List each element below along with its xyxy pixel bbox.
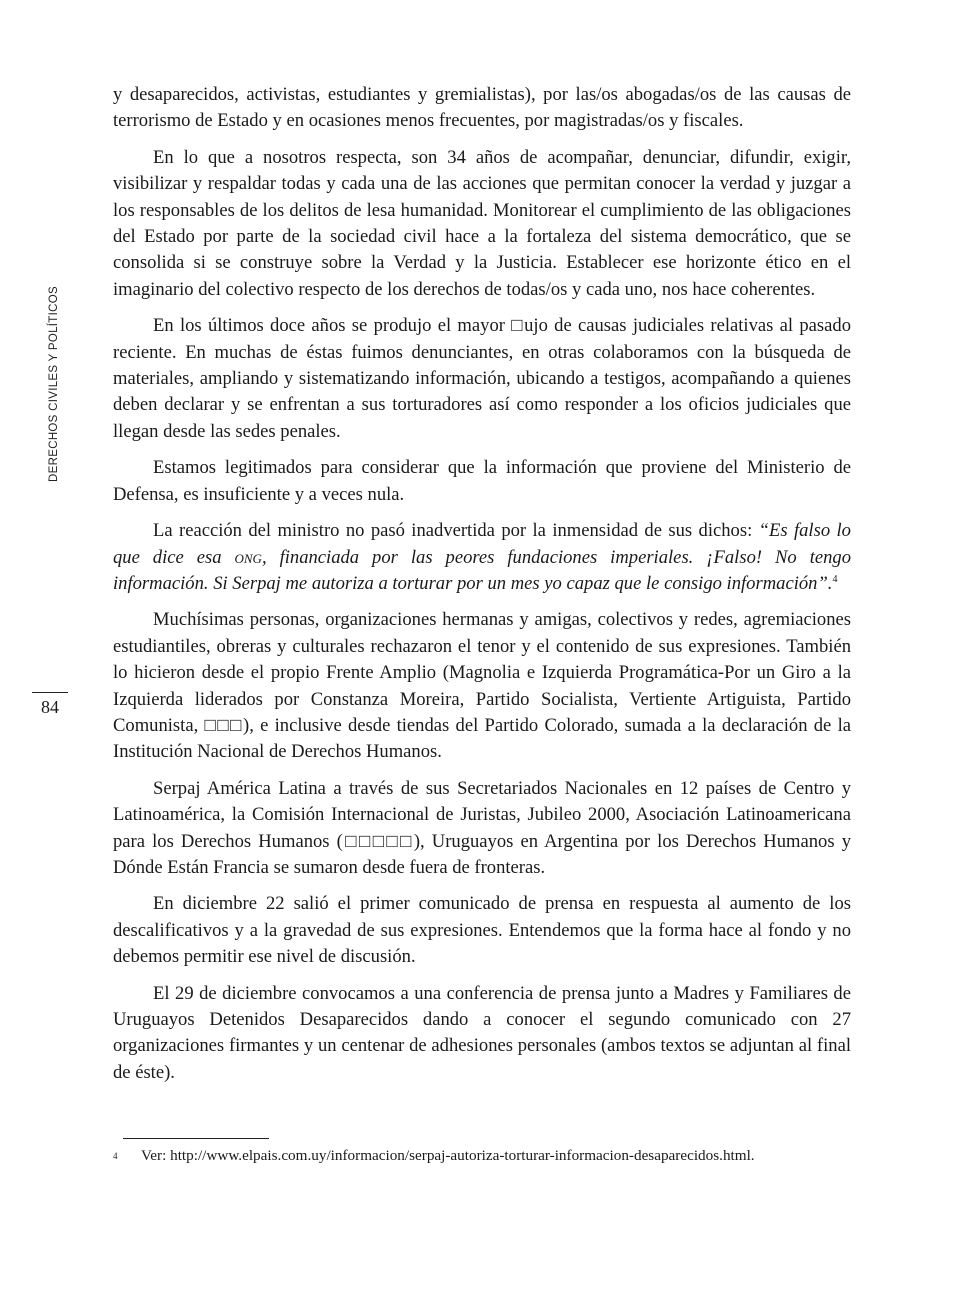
paragraph: En los últimos doce años se produjo el mayor □ujo de causas judiciales relativas al pasado reciente. En muchas de éstas fuimos denunciantes, en otras colaboramos con la búsqueda de materiales, ampliando y sistematizando información, ubicando a testigos, acompañando a quienes deben declarar y se enfrentan a sus torturadores así como responder a los oficios judiciales que llegan desde las sedes penales. xyxy=(113,315,851,442)
quote-part-a: “Es falso lo que dice esa xyxy=(113,520,851,568)
paragraph: Serpaj América Latina a través de sus Secretariados Nacionales en 12 países de Centro y Latinoamérica, la Comisión Internacional de Juristas, Jubileo 2000, Asociación Latinoamericana para los Derechos Humanos (□□□□□), Uruguayos en Argentina por los Derechos Humanos y Dónde Están Francia se sumaron desde fuera de fronteras. xyxy=(113,777,851,878)
quote-part-b: , financiada por las peores fundaciones imperiales. ¡Falso! No tengo información. Si Serpaj me autoriza a torturar por un mes yo capaz que le consigo información”. xyxy=(113,546,852,594)
running-header-text: DERECHOS CIVILES Y POLÍTICOS xyxy=(48,286,60,482)
page-number: 84 xyxy=(41,697,59,717)
footnote-rule xyxy=(123,1138,269,1139)
footnote-text[interactable]: Ver: http://www.elpais.com.uy/informacion/serpaj-autoriza-torturar-informacion-desaparecidos.html. xyxy=(141,1147,755,1164)
quote-acronym: ong xyxy=(234,546,262,568)
footnote-reference[interactable]: 4 xyxy=(832,573,838,585)
footnote xyxy=(113,1146,873,1166)
footnote-mark: 4 xyxy=(113,1151,118,1161)
paragraph: En lo que a nosotros respecta, son 34 años de acompañar, denunciar, difundir, exigir, visibilizar y respaldar todas y cada una de las acciones que permitan conocer la verdad y juzgar a los responsables de los delitos de lesa humanidad. Monitorear el cumplimiento de las obligaciones del Estado por parte de la sociedad civil hace a la fortaleza del sistema democrático, que se consolida si se construye sobre la Verdad y la Justicia. Establecer ese horizonte ético en el imaginario del colectivo respecto de los derechos de todas/os y cada uno, nos hace coherentes. xyxy=(113,146,851,300)
paragraph: El 29 de diciembre convocamos a una conferencia de prensa junto a Madres y Familiares de Uruguayos Detenidos Desaparecidos dando a conocer el segundo comunicado con 27 organizaciones firmantes y un centenar de adhesiones personales (ambos textos se adjuntan al final de éste). xyxy=(113,982,851,1083)
paragraph: En diciembre 22 salió el primer comunicado de prensa en respuesta al aumento de los descalificativos y a la gravedad de sus expresiones. Entendemos que la forma hace al fondo y no debemos permitir ese nivel de discusión. xyxy=(113,893,851,968)
paragraph: Estamos legitimados para considerar que la información que proviene del Ministerio de Defensa, es insuficiente y a veces nula. xyxy=(113,457,851,505)
paragraph: y desaparecidos, activistas, estudiantes y gremialistas), por las/os abogadas/os de las causas de terrorismo de Estado y en ocasiones menos frecuentes, por magistradas/os y fiscales. xyxy=(113,84,851,132)
quote-lead: La reacción del ministro no pasó inadvertida por la inmensidad de sus dichos: xyxy=(153,520,759,542)
body-text xyxy=(113,82,851,1096)
quote-paragraph xyxy=(113,518,851,597)
page-number-rule xyxy=(32,692,68,693)
paragraph: Muchísimas personas, organizaciones hermanas y amigas, colectivos y redes, agremiaciones estudiantiles, obreras y culturales rechazaron el tenor y el contenido de sus expresiones. También lo hicieron desde el propio Frente Amplio (Magnolia e Izquierda Programática-Por un Giro a la Izquierda liderados por Constanza Moreira, Partido Socialista, Vertiente Artiguista, Partido Comunista, □□□), e inclusive desde tiendas del Partido Colorado, sumada a la declaración de la Institución Nacional de Derechos Humanos. xyxy=(113,609,851,763)
running-header xyxy=(38,288,68,488)
